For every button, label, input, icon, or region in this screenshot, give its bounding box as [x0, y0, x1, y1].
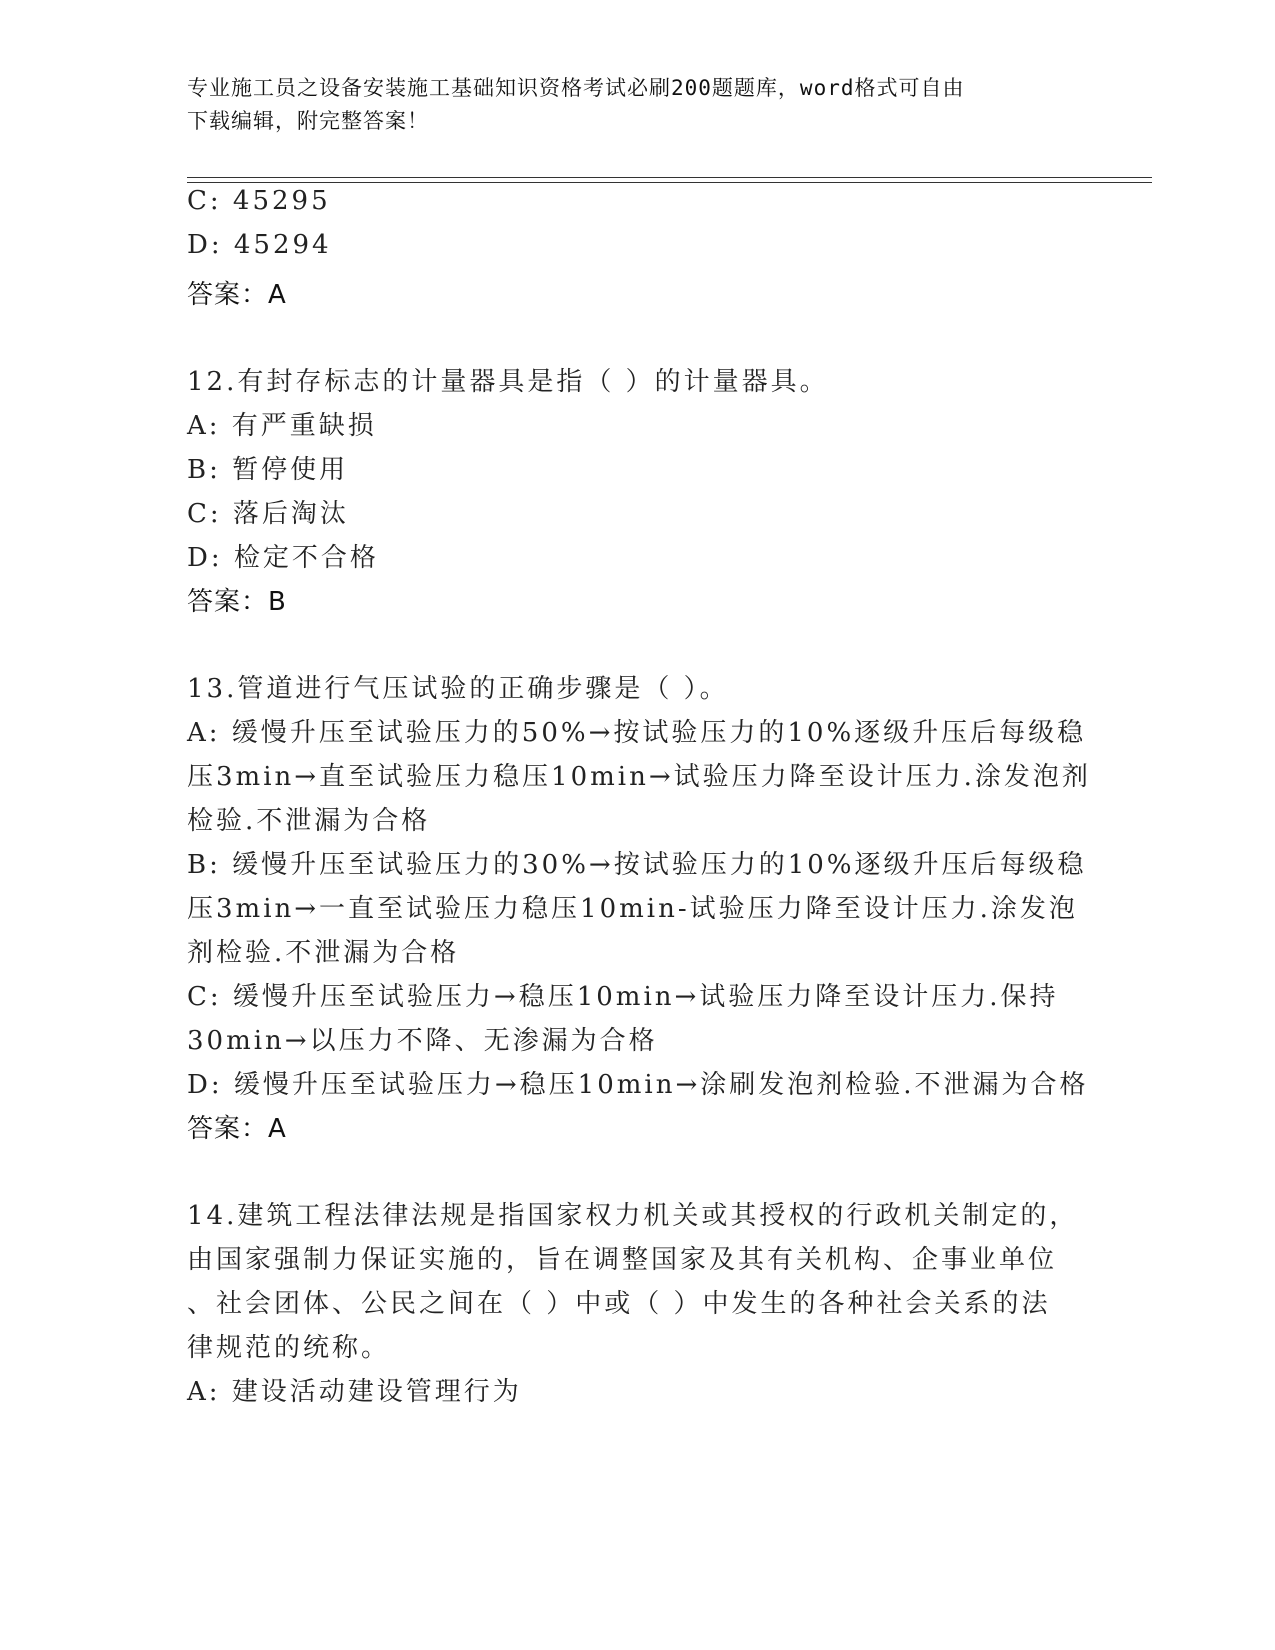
q14-stem-line-3: 、社会团体、公民之间在（ ）中或（ ）中发生的各种社会关系的法 — [187, 1289, 1051, 1319]
header-rule-bottom — [187, 182, 1152, 183]
q14-stem-line-2: 由国家强制力保证实施的，旨在调整国家及其有关机构、企事业单位 — [187, 1245, 1058, 1275]
header-line-1: 专业施工员之设备安装施工基础知识资格考试必刷200题题库，word格式可自由 — [187, 76, 965, 100]
q13-option-d: D: 缓慢升压至试验压力→稳压10min→涂刷发泡剂检验.不泄漏为合格 — [187, 1070, 1089, 1100]
header-line-2: 下载编辑，附完整答案！ — [187, 109, 429, 133]
q12-answer: 答案：B — [187, 587, 287, 617]
q13-option-a-line-2: 压3min→直至试验压力稳压10min→试验压力降至设计压力.涂发泡剂 — [187, 762, 1091, 792]
q13-answer: 答案：A — [187, 1114, 287, 1144]
q12-stem: 12.有封存标志的计量器具是指（ ）的计量器具。 — [187, 367, 829, 397]
q14-option-a: A: 建设活动建设管理行为 — [187, 1377, 522, 1407]
document-header — [187, 72, 1067, 138]
header-rule-top — [187, 177, 1152, 178]
q14-stem-line-4: 律规范的统称。 — [187, 1333, 391, 1363]
q14-stem-line-1: 14.建筑工程法律法规是指国家权力机关或其授权的行政机关制定的， — [187, 1201, 1079, 1231]
q12-option-d: D: 检定不合格 — [187, 543, 379, 573]
q13-option-a-line-1: A: 缓慢升压至试验压力的50%→按试验压力的10%逐级升压后每级稳 — [187, 718, 1087, 748]
q13-option-c-line-2: 30min→以压力不降、无渗漏为合格 — [187, 1026, 658, 1056]
q12-option-c: C: 落后淘汰 — [187, 499, 349, 529]
q13-option-b-line-2: 压3min→一直至试验压力稳压10min-试验压力降至设计压力.涂发泡 — [187, 894, 1078, 924]
q12-option-b: B: 暂停使用 — [187, 455, 349, 485]
q12-option-a: A: 有严重缺损 — [187, 411, 377, 441]
q13-option-a-line-3: 检验.不泄漏为合格 — [187, 806, 431, 836]
q13-option-c-line-1: C: 缓慢升压至试验压力→稳压10min→试验压力降至设计压力.保持 — [187, 982, 1059, 1012]
prev-answer: 答案：A — [187, 280, 287, 310]
q13-stem: 13.管道进行气压试验的正确步骤是（ ）。 — [187, 674, 729, 704]
q13-option-b-line-1: B: 缓慢升压至试验压力的30%→按试验压力的10%逐级升压后每级稳 — [187, 850, 1087, 880]
prev-option-d: D: 45294 — [187, 230, 332, 260]
prev-option-c: C: 45295 — [187, 186, 331, 216]
q13-option-b-line-3: 剂检验.不泄漏为合格 — [187, 938, 460, 968]
